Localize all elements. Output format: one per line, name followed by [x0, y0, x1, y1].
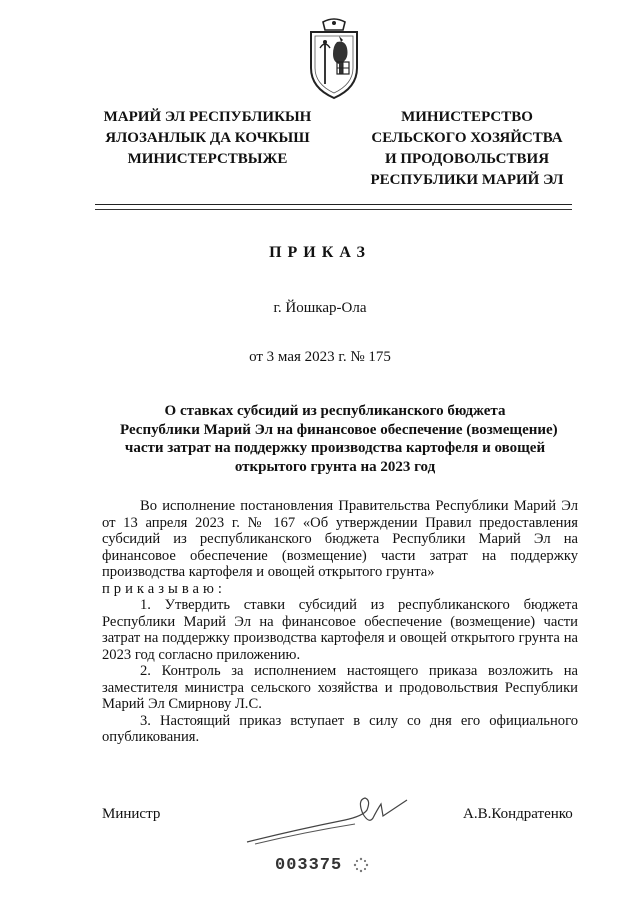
- header-divider-thin: [95, 209, 572, 210]
- stamp-dots-icon: [353, 857, 369, 873]
- header-right-block: [362, 107, 572, 191]
- document-date-number: от 3 мая 2023 г. № 175: [249, 349, 391, 365]
- header-right-line: И ПРОДОВОЛЬСТВИЯ: [384, 151, 550, 167]
- header-divider-thick: [95, 204, 572, 205]
- intro-paragraph: Во исполнение постановления Правительства Республики Марий Эл от 13 апреля 2023 г. № 167 «Об утверждении Правил предоставления субсидий из республиканского бюджета Республики Марий Эл на финансовое обеспечение (возмещение) части затрат на поддержку производства картофеля и овощей открытого грунта»: [102, 498, 578, 580]
- coat-of-arms-emblem: [301, 18, 367, 100]
- subject-line: Республики Марий Эл на финансовое обеспечение (возмещение): [120, 421, 558, 438]
- order-item-1: 1. Утвердить ставки субсидий из республиканского бюджета Республики Марий Эл на финансовое обеспечение (возмещение) части затрат на поддержку производства картофеля и овощей открытого грунта на 2023 год согласно приложению.: [102, 597, 578, 663]
- document-title: ПРИКАЗ: [269, 244, 371, 261]
- header-right-line: МИНИСТЕРСТВО: [401, 109, 533, 125]
- signatory-position: Министр: [102, 806, 161, 822]
- subject-line: части затрат на поддержку производства картофеля и овощей: [124, 440, 546, 456]
- header-left-line: МАРИЙ ЭЛ РЕСПУБЛИКЫН: [103, 109, 312, 125]
- header-left-line: ЯЛОЗАНЛЫК ДА КОЧКЫШ: [105, 130, 310, 146]
- subject-line: О ставках субсидий из республиканского бюджета: [164, 403, 506, 419]
- header-right-line: РЕСПУБЛИКИ МАРИЙ ЭЛ: [370, 172, 564, 188]
- document-body: [102, 498, 578, 746]
- order-word: приказываю:: [102, 580, 226, 597]
- order-item-2: 2. Контроль за исполнением настоящего приказа возложить на заместителя министра сельского хозяйства и продовольствия Республики Марий Эл Смирнову Л.С.: [102, 663, 578, 712]
- subject-line: открытого грунта на 2023 год: [234, 458, 436, 475]
- serial-number: 003375: [275, 856, 343, 875]
- order-item-3: 3. Настоящий приказ вступает в силу со дня его официального опубликования.: [102, 712, 578, 745]
- header-right-line: СЕЛЬСКОГО ХОЗЯЙСТВА: [371, 130, 563, 146]
- document-subject: [120, 402, 558, 476]
- header-left-line: МИНИСТЕРСТВЫЖЕ: [127, 151, 288, 167]
- header-left-block: [95, 107, 320, 170]
- handwritten-signature: [245, 790, 415, 850]
- document-city: г. Йошкар-Ола: [273, 300, 367, 316]
- signatory-name: А.В.Кондратенко: [463, 806, 573, 822]
